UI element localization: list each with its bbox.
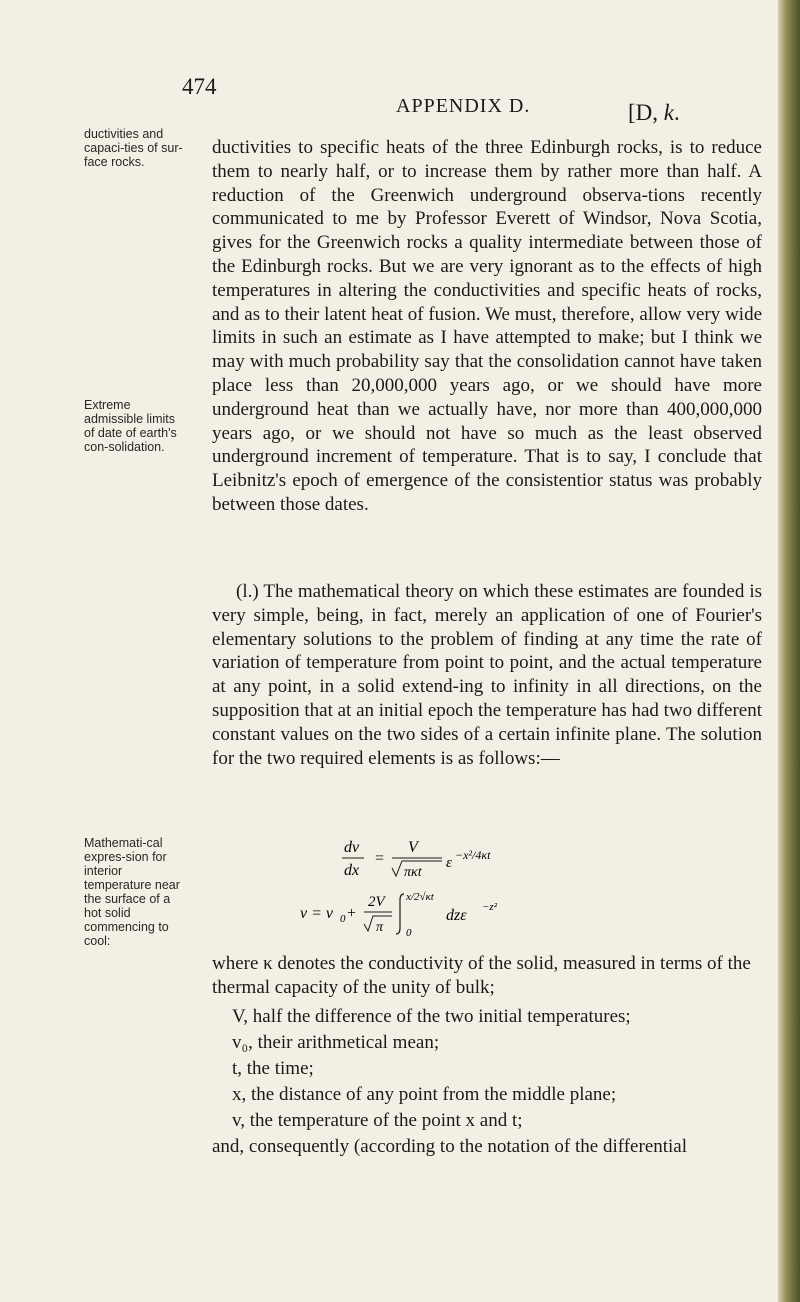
formula-gradient <box>340 838 570 882</box>
definition-item: V, half the difference of the two initial temperatures; <box>232 1006 631 1027</box>
formula-text: x/2√κt <box>406 891 434 903</box>
formula-temperature <box>300 888 630 938</box>
body-paragraph-2 <box>212 580 762 770</box>
definition-item: and, consequently (according to the notation of the differential <box>212 1136 688 1157</box>
page-number: 474 <box>182 74 217 99</box>
formula-text: 0 <box>340 913 346 925</box>
body-paragraph-1 <box>212 136 762 517</box>
page-edge <box>778 0 800 1302</box>
margin-note-mathematical-expression: Mathemati-cal expres-sion for interior temperature near the surface of a hot solid commencing to cool: <box>84 836 180 948</box>
formula-text: v = v <box>300 905 333 922</box>
formula-text: −z² <box>482 901 498 913</box>
definition-item: t, the time; <box>232 1058 314 1079</box>
formula-text: 0 <box>406 927 412 938</box>
formula-text: πκt <box>404 865 422 880</box>
running-head: APPENDIX D. <box>396 95 531 117</box>
formula-text: dzε <box>446 907 467 924</box>
formula-text: V <box>408 839 418 856</box>
paragraph-text: ductivities to specific heats of the three Edinburgh rocks, is to reduce them to nearly half, or to increase them by rather more than half. A reduction of the Greenwich underground observa-tions recently communicated to me by Professor Everett of Windsor, Nova Scotia, gives for the Greenwich rocks a quality intermediate between those of the Edinburgh rocks. But we are very ignorant as to the effects of high temperatures in altering the conductivities and specific heats of rocks, and as to their latent heat of fusion. We must, therefore, allow very wide limits in such an estimate as I have attempted to make; but I think we may with much probability say that the consolidation cannot have taken place less than 20,000,000 years ago, or we should have more underground heat than we actually have, nor more than 400,000,000 years ago, or we should not have so much as the least observed underground increment of temperature. That is to say, I conclude that Leibnitz's epoch of emergence of the consistentior status was probably between those dates. <box>212 137 762 515</box>
definition-item: v₀, their arithmetical mean; <box>232 1032 440 1053</box>
definitions-list <box>212 952 772 1160</box>
formula-text: π <box>376 920 384 935</box>
definition-item: v, the temperature of the point x and t; <box>232 1110 523 1131</box>
definition-item: where κ denotes the conductivity of the solid, measured in terms of the thermal capacity of the unity of bulk; <box>212 953 751 998</box>
margin-note-conductivities: ductivities and capaci-ties of sur-face rocks. <box>84 127 183 169</box>
formula-text: dv <box>344 839 360 856</box>
formula-text: dx <box>344 862 360 879</box>
definition-item: x, the distance of any point from the middle plane; <box>232 1084 617 1105</box>
section-reference: [D, k. <box>628 100 680 125</box>
margin-note-extreme-limits: Extreme admissible limits of date of earth's con-solidation. <box>84 398 177 454</box>
paragraph-text: (l.) The mathematical theory on which these estimates are founded is very simple, being, in fact, merely an application of one of Fourier's elementary solutions to the problem of finding at any time the rate of variation of temperature from point to point, and the actual temperature at any point, in a solid extend-ing to infinity in all directions, on the supposition that at an initial epoch the temperature has had two different constant values on the two sides of a certain infinite plane. The solution for the two required elements is as follows:— <box>212 581 762 769</box>
svg-text:=: = <box>374 850 385 867</box>
formula-text: 2V <box>368 894 385 910</box>
formula-text: −x²/4κt <box>455 848 491 862</box>
formula-text: + <box>346 905 357 922</box>
svg-text:ε: ε <box>446 855 452 871</box>
